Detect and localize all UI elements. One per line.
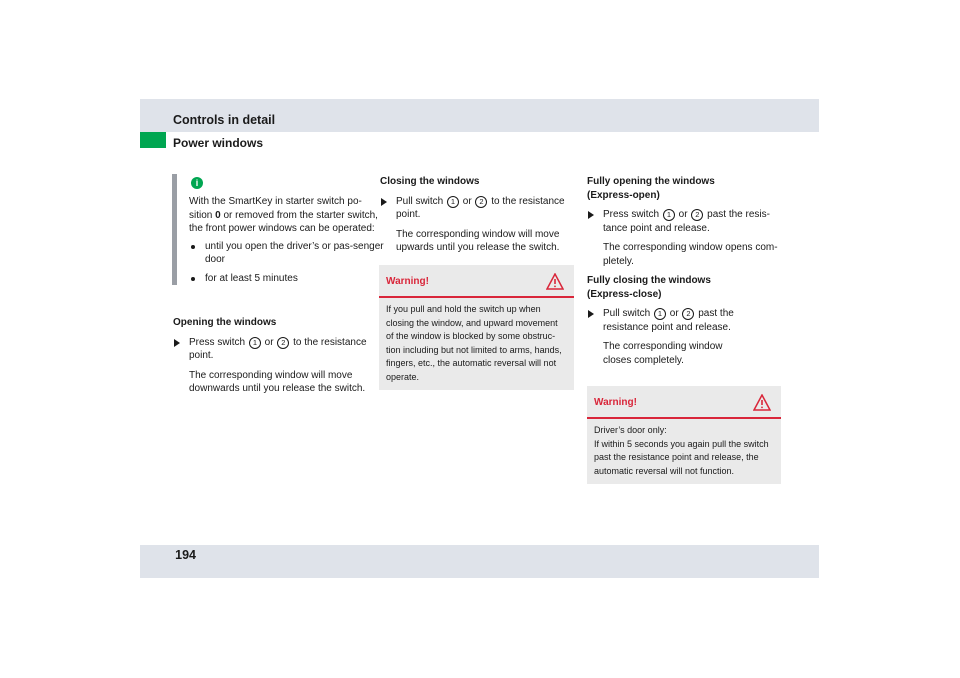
switch-1-marker: 1	[663, 209, 675, 221]
step-arrow-icon	[588, 211, 594, 219]
express-section	[587, 175, 781, 373]
switch-2-marker: 2	[691, 209, 703, 221]
info-bullet: for at least 5 minutes	[189, 272, 385, 286]
warning-text: If you pull and hold the switch up when closing the window, and upward movement of the window is blocked by some obstruc- tion including but not limited to arms, hands, fingers, etc., the automatic reversal will not operate.	[386, 304, 562, 382]
express-close-heading: Fully closing the windows (Express-close)	[587, 275, 711, 300]
section-title: Power windows	[173, 136, 264, 150]
step-arrow-icon	[381, 198, 387, 206]
closing-heading: Closing the windows	[380, 176, 480, 187]
step-arrow-icon	[174, 339, 180, 347]
closing-section	[380, 175, 574, 261]
warning-box-1	[379, 265, 574, 390]
info-icon: i	[191, 177, 203, 189]
express-open-step: Press switch 1 or 2 past the resis-tance point and release.	[587, 208, 781, 235]
express-open-result: The corresponding window opens com-pletely.	[603, 242, 778, 267]
opening-result: The corresponding window will move downwards until you release the switch.	[189, 369, 366, 394]
footer-band	[140, 545, 819, 578]
switch-1-marker: 1	[654, 308, 666, 320]
express-close-result: The corresponding window closes completely.	[603, 341, 723, 366]
switch-2-marker: 2	[475, 196, 487, 208]
express-close-step: Pull switch 1 or 2 past the resistance point and release.	[587, 307, 743, 334]
warning-triangle-icon	[753, 394, 771, 411]
closing-step: Pull switch 1 or 2 to the resistance point.	[380, 195, 574, 222]
chapter-title: Controls in detail	[173, 113, 276, 127]
step-arrow-icon	[588, 310, 594, 318]
info-text: With the SmartKey in starter switch po-sition 0 or removed from the starter switch, the front power windows can be operated:	[189, 196, 378, 234]
opening-section	[173, 316, 369, 402]
section-marker	[140, 132, 166, 148]
warning-title: Warning!	[386, 276, 429, 287]
closing-result: The corresponding window will move upwards until you release the switch.	[396, 228, 560, 253]
info-note	[172, 174, 385, 285]
warning-title: Warning!	[594, 397, 637, 408]
opening-step: Press switch 1 or 2 to the resistance point.	[173, 336, 369, 363]
warning-triangle-icon	[546, 273, 564, 290]
warning-text: Driver’s door only: If within 5 seconds you again pull the switch past the resistance point and release, the automatic reversal will not function.	[594, 425, 769, 476]
express-open-heading: Fully opening the windows (Express-open)	[587, 176, 715, 201]
switch-2-marker: 2	[277, 337, 289, 349]
switch-1-marker: 1	[249, 337, 261, 349]
opening-heading: Opening the windows	[173, 317, 277, 328]
page-number: 194	[175, 548, 196, 562]
warning-box-2	[587, 386, 781, 484]
switch-1-marker: 1	[447, 196, 459, 208]
switch-2-marker: 2	[682, 308, 694, 320]
info-bullet: until you open the driver’s or pas-senger door	[189, 240, 385, 267]
